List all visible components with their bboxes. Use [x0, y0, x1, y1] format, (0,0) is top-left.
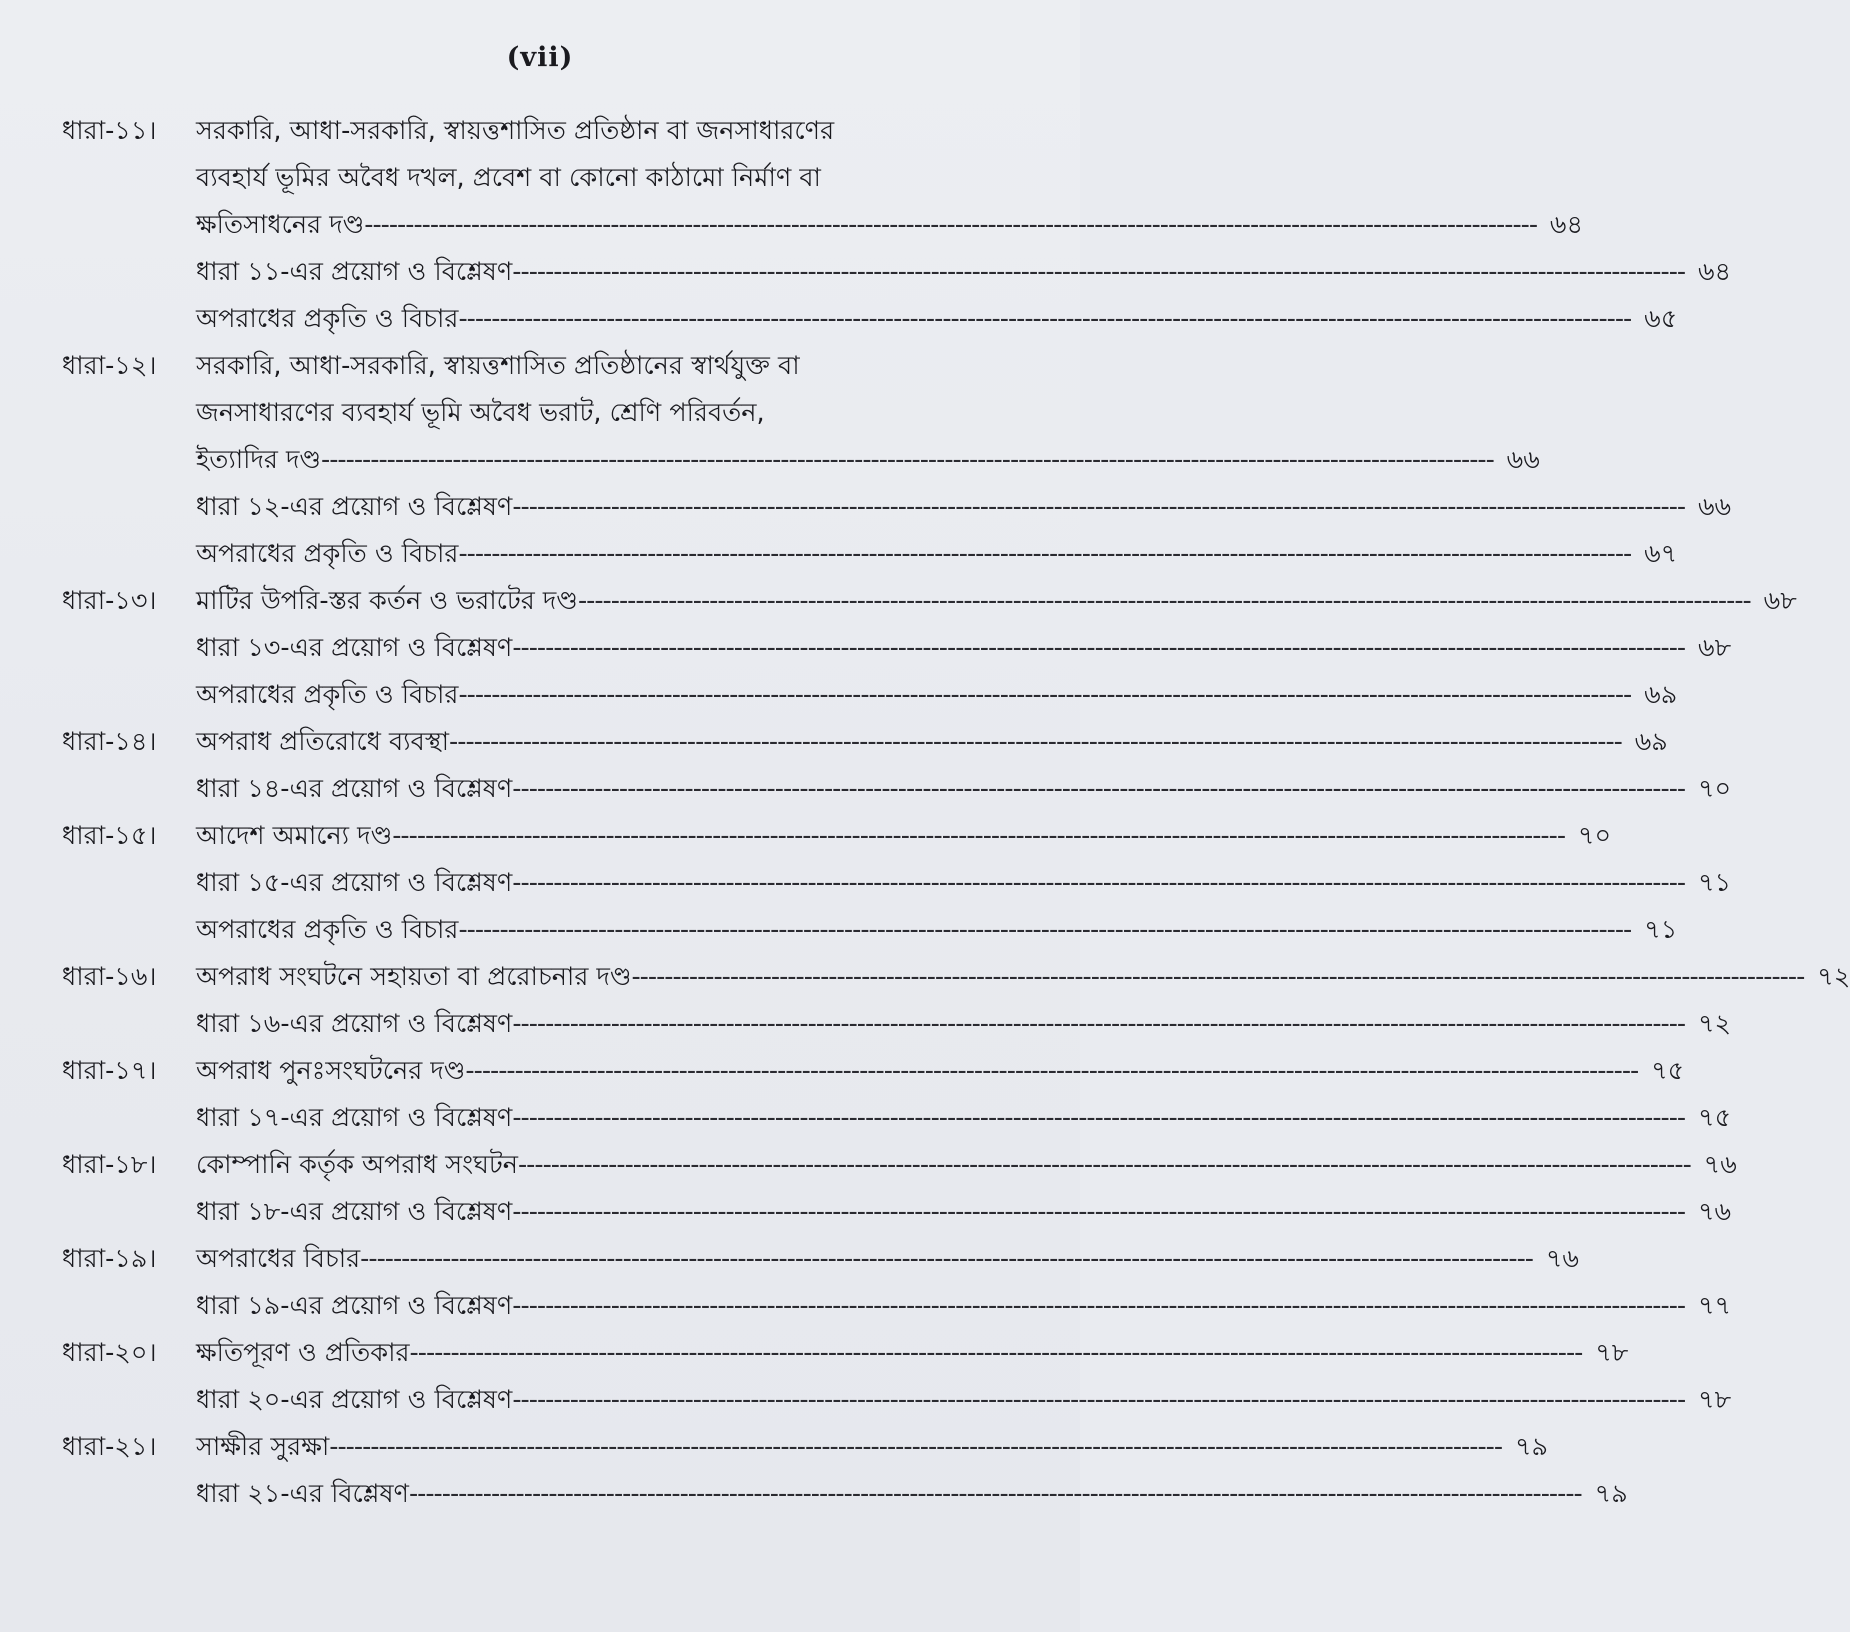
section-title-line: জনসাধারণের ব্যবহার্য ভূমি অবৈধ ভরাট, শ্রেণি পরিবর্তন, — [196, 398, 765, 428]
entry-title: অপরাধ পুনঃসংঘটনের দণ্ড — [196, 1056, 466, 1086]
toc-section-12 — [62, 343, 1732, 578]
dot-leader — [512, 1283, 1685, 1330]
subentry-page-number: ৬৬ — [1697, 492, 1732, 522]
toc-subentry[interactable] — [196, 672, 1677, 719]
toc-subentry[interactable] — [196, 860, 1731, 907]
toc-section-18 — [62, 1142, 1737, 1236]
subentry-title: ধারা ২১-এর বিশ্লেষণ — [196, 1479, 409, 1509]
entry-title: অপরাধ প্রতিরোধে ব্যবস্থা — [196, 727, 450, 757]
toc-section-20 — [62, 1330, 1732, 1424]
toc-subentry[interactable] — [196, 907, 1677, 954]
toc-subentry[interactable] — [196, 1283, 1731, 1330]
subentry-title: ধারা ১৫-এর প্রয়োগ ও বিশ্লেষণ — [196, 868, 513, 898]
subentry-page-number: ৬৭ — [1644, 539, 1678, 569]
entry-title: ইত্যাদির দণ্ড — [196, 445, 322, 475]
toc-entry[interactable] — [196, 202, 1583, 249]
section-label: ধারা-১৫। — [62, 821, 157, 851]
subentry-title: ধারা ১৮-এর প্রয়োগ ও বিশ্লেষণ — [196, 1197, 513, 1227]
subentry-page-number: ৭০ — [1697, 774, 1732, 804]
section-label: ধারা-১৭। — [62, 1056, 157, 1086]
dot-leader — [512, 860, 1685, 907]
subentry-page-number: ৬৮ — [1698, 633, 1732, 663]
section-title-line: ব্যবহার্য ভূমির অবৈধ দখল, প্রবেশ বা কোনো কাঠামো নির্মাণ বা — [196, 163, 821, 193]
toc-entry[interactable] — [196, 1236, 1579, 1283]
entry-page-number: ৭৬ — [1703, 1150, 1737, 1180]
dot-leader — [512, 484, 1685, 531]
toc-subentry[interactable] — [196, 1095, 1731, 1142]
entry-title: ক্ষতিপূরণ ও প্রতিকার — [196, 1338, 410, 1368]
toc-subentry[interactable] — [196, 1471, 1628, 1518]
section-label: ধারা-১৮। — [62, 1150, 157, 1180]
subentry-title: অপরাধের প্রকৃতি ও বিচার — [196, 680, 459, 710]
dot-leader — [392, 813, 1565, 860]
dot-leader — [410, 1330, 1583, 1377]
dot-leader — [458, 531, 1631, 578]
entry-page-number: ৭৯ — [1514, 1432, 1549, 1462]
toc-entry[interactable] — [196, 1330, 1628, 1377]
toc-entry[interactable] — [196, 813, 1611, 860]
subentry-title: ধারা ১১-এর প্রয়োগ ও বিশ্লেষণ — [196, 257, 513, 287]
dot-leader — [360, 1236, 1533, 1283]
subentry-page-number: ৭৬ — [1697, 1197, 1732, 1227]
toc-section-19 — [62, 1236, 1732, 1330]
subentry-title: ধারা ১৭-এর প্রয়োগ ও বিশ্লেষণ — [196, 1103, 513, 1133]
entry-page-number: ৬৮ — [1763, 586, 1797, 616]
toc-section-16 — [62, 954, 1850, 1048]
toc-entry[interactable] — [196, 719, 1668, 766]
dot-leader — [364, 202, 1537, 249]
toc-section-21 — [62, 1424, 1628, 1518]
dot-leader — [329, 1424, 1502, 1471]
toc-entry[interactable] — [196, 1424, 1548, 1471]
dot-leader — [458, 296, 1631, 343]
entry-title: কোম্পানি কর্তৃক অপরাধ সংঘটন — [196, 1150, 518, 1180]
dot-leader — [458, 672, 1631, 719]
dot-leader — [458, 907, 1631, 954]
toc-subentry[interactable] — [196, 766, 1731, 813]
dot-leader — [578, 578, 1751, 625]
entry-title: আদেশ অমান্যে দণ্ড — [196, 821, 393, 851]
toc-subentry[interactable] — [196, 625, 1731, 672]
dot-leader — [409, 1471, 1582, 1518]
dot-leader — [518, 1142, 1691, 1189]
page-number: (vii) — [506, 42, 574, 73]
subentry-title: অপরাধের প্রকৃতি ও বিচার — [196, 304, 459, 334]
dot-leader — [321, 437, 1494, 484]
subentry-title: ধারা ২০-এর প্রয়োগ ও বিশ্লেষণ — [196, 1385, 513, 1415]
section-label: ধারা-১৩। — [62, 586, 157, 616]
subentry-page-number: ৭৮ — [1698, 1385, 1732, 1415]
section-title-line: সরকারি, আধা-সরকারি, স্বায়ত্তশাসিত প্রতিষ্ঠান বা জনসাধারণের — [196, 116, 835, 146]
toc-subentry[interactable] — [196, 296, 1677, 343]
subentry-page-number: ৭১ — [1697, 868, 1732, 898]
toc-subentry[interactable] — [196, 1001, 1731, 1048]
toc-section-13 — [62, 578, 1797, 719]
subentry-title: ধারা ১২-এর প্রয়োগ ও বিশ্লেষণ — [196, 492, 513, 522]
subentry-title: ধারা ১৯-এর প্রয়োগ ও বিশ্লেষণ — [196, 1291, 513, 1321]
subentry-page-number: ৭৫ — [1698, 1103, 1732, 1133]
subentry-page-number: ৭৯ — [1594, 1479, 1628, 1509]
entry-title: অপরাধ সংঘটনে সহায়তা বা প্ররোচনার দণ্ড — [196, 962, 632, 992]
toc-entry[interactable] — [196, 578, 1797, 625]
entry-page-number: ৬৬ — [1506, 445, 1540, 475]
toc-subentry[interactable] — [196, 249, 1731, 296]
toc-entry[interactable] — [196, 954, 1850, 1001]
section-label: ধারা-১১। — [62, 116, 157, 146]
dot-leader — [512, 249, 1685, 296]
section-label: ধারা-১৬। — [62, 962, 157, 992]
dot-leader — [512, 1189, 1685, 1236]
entry-page-number: ৭৮ — [1595, 1338, 1629, 1368]
entry-page-number: ৭৫ — [1651, 1056, 1685, 1086]
dot-leader — [631, 954, 1804, 1001]
subentry-page-number: ৬৫ — [1644, 304, 1678, 334]
entry-title: সাক্ষীর সুরক্ষা — [196, 1432, 330, 1462]
toc-subentry[interactable] — [196, 1189, 1731, 1236]
toc-subentry[interactable] — [196, 1377, 1731, 1424]
dot-leader — [449, 719, 1622, 766]
entry-title: অপরাধের বিচার — [196, 1244, 361, 1274]
dot-leader — [512, 625, 1685, 672]
subentry-page-number: ৭৭ — [1697, 1291, 1732, 1321]
toc-subentry[interactable] — [196, 484, 1731, 531]
dot-leader — [512, 1001, 1685, 1048]
entry-title: ক্ষতিসাধনের দণ্ড — [196, 210, 365, 240]
toc-entry[interactable] — [196, 1142, 1737, 1189]
entry-page-number: ৭০ — [1577, 821, 1612, 851]
dot-leader — [465, 1048, 1638, 1095]
subentry-page-number: ৬৯ — [1644, 680, 1678, 710]
entry-page-number: ৬৯ — [1634, 727, 1668, 757]
section-label: ধারা-১৪। — [62, 727, 157, 757]
toc-section-11 — [62, 108, 1732, 343]
entry-title: মাটির উপরি-স্তর কর্তন ও ভরাটের দণ্ড — [196, 586, 578, 616]
toc-entry[interactable] — [196, 437, 1540, 484]
section-label: ধারা-২১। — [62, 1432, 157, 1462]
entry-page-number: ৭২ — [1817, 962, 1850, 992]
section-label: ধারা-১২। — [62, 351, 157, 381]
subentry-page-number: ৭১ — [1644, 915, 1678, 945]
table-of-contents — [62, 108, 1850, 1518]
toc-section-17 — [62, 1048, 1732, 1142]
entry-page-number: ৬৪ — [1549, 210, 1584, 240]
subentry-title: অপরাধের প্রকৃতি ও বিচার — [196, 915, 459, 945]
toc-section-15 — [62, 813, 1732, 954]
dot-leader — [512, 1095, 1685, 1142]
toc-subentry[interactable] — [196, 531, 1677, 578]
section-label: ধারা-২০। — [62, 1338, 157, 1368]
toc-section-14 — [62, 719, 1732, 813]
dot-leader — [512, 766, 1685, 813]
subentry-page-number: ৭২ — [1697, 1009, 1732, 1039]
subentry-title: ধারা ১৪-এর প্রয়োগ ও বিশ্লেষণ — [196, 774, 513, 804]
section-title-line: সরকারি, আধা-সরকারি, স্বায়ত্তশাসিত প্রতিষ্ঠানের স্বার্থযুক্ত বা — [196, 351, 800, 381]
subentry-page-number: ৬৪ — [1697, 257, 1732, 287]
dot-leader — [512, 1377, 1685, 1424]
entry-page-number: ৭৬ — [1545, 1244, 1579, 1274]
toc-entry[interactable] — [196, 1048, 1684, 1095]
subentry-title: ধারা ১৩-এর প্রয়োগ ও বিশ্লেষণ — [196, 633, 513, 663]
subentry-title: ধারা ১৬-এর প্রয়োগ ও বিশ্লেষণ — [196, 1009, 513, 1039]
subentry-title: অপরাধের প্রকৃতি ও বিচার — [196, 539, 459, 569]
section-label: ধারা-১৯। — [62, 1244, 157, 1274]
